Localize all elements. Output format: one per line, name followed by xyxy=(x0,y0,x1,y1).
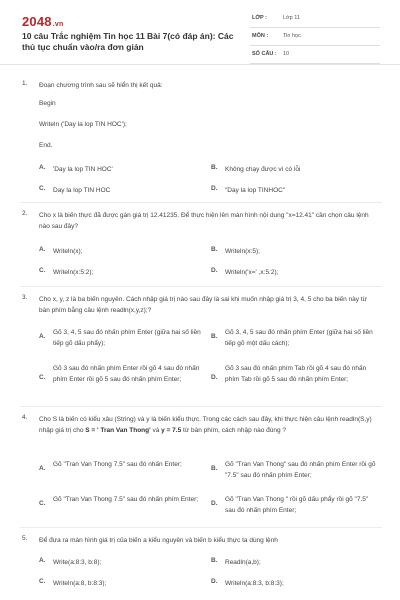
question-divider xyxy=(20,406,382,407)
question-number: 2. xyxy=(22,210,28,217)
option-text: Readln(a,b); xyxy=(225,559,261,566)
option-letter: B. xyxy=(211,333,218,340)
option-text: Gõ "Tran Van Thong 7.5" sau đó nhấn phím Enter; xyxy=(53,496,199,503)
meta-value: 10 xyxy=(283,51,290,57)
option-text: Gõ 3 sau đó nhấn phím Tab rồi gõ 4 sau đó nhấn phím Tab rồi gõ 5 sau đó nhấn phím Enter; xyxy=(225,365,367,383)
option-text: Writeln('x=' ,x:5:2); xyxy=(225,269,279,276)
option-text: Gõ 3, 4, 5 sau đó nhấn phím Enter (giữa hai số liền tiếp gõ dấu phẩy); xyxy=(53,329,201,347)
question-3 xyxy=(20,294,382,406)
option-text: Gõ "Tran Van Thong " rồi gõ dấu phẩy rồi gõ "7.5" sau đó nhấn phím Enter; xyxy=(225,496,369,514)
question-text-bold: S = ' Tran Van Thong' xyxy=(85,427,151,434)
logo-sub: .vn xyxy=(52,21,64,28)
code-line: End. xyxy=(39,142,53,149)
meta-row-class xyxy=(250,13,380,28)
option-letter: C. xyxy=(39,267,46,274)
option-text: Writeln(x); xyxy=(53,248,83,255)
option-letter: D. xyxy=(211,185,218,192)
option-text: 'Day la lop TIN HOC' xyxy=(53,166,113,173)
question-number: 1. xyxy=(22,80,28,87)
option-letter: A. xyxy=(39,557,46,564)
question-text-part: và xyxy=(150,427,162,434)
option-letter: C. xyxy=(39,500,46,507)
option-text: Writeln(a:8:3, b:8:3); xyxy=(225,580,284,587)
option-letter: B. xyxy=(211,557,218,564)
option-text: Write(a:8:3, b:8); xyxy=(53,559,102,566)
question-number: 3. xyxy=(22,294,28,301)
option-letter: A. xyxy=(39,164,46,171)
option-letter: D. xyxy=(211,374,218,381)
code-line: Writeln ('Day la lop TIN HOC'); xyxy=(39,121,127,128)
question-text: Cho x là biến thực đã được gán giá trị 12.41235. Để thực hiện lên màn hình nội dung "x=12.41" cần chọn câu lệnh nào sau đây? xyxy=(39,212,369,230)
site-logo[interactable] xyxy=(22,14,63,29)
option-letter: D. xyxy=(211,500,218,507)
option-text: Gõ 3, 4, 5 sau đó nhấn phím Enter (giữa hai số liền tiếp gõ một dấu cách); xyxy=(225,329,373,347)
meta-value: Tin học xyxy=(283,33,301,39)
option-letter: A. xyxy=(39,246,46,253)
question-number: 5. xyxy=(22,535,28,542)
question-text: Để đưa ra màn hình giá trị của biến a kiểu nguyên và biến b kiểu thực ta dùng lệnh xyxy=(39,537,278,544)
option-letter: B. xyxy=(211,164,218,171)
meta-value: Lớp 11 xyxy=(283,15,300,21)
option-letter: B. xyxy=(211,246,218,253)
option-text: Writeln(a:8, b:8:3); xyxy=(53,580,107,587)
option-text: Day la lop TIN HOC xyxy=(53,187,111,194)
question-text-part: từ bàn phím, cách nhập nào đúng ? xyxy=(181,427,287,434)
question-5 xyxy=(20,535,382,597)
option-letter: B. xyxy=(211,465,218,472)
option-text: "Day la lop TINHOC" xyxy=(225,187,286,194)
option-text: Gõ "Tran Van Thong" sau đó nhấn phím Enter rồi gõ "7.5" sau đó nhấn phím Enter; xyxy=(225,461,376,479)
question-2 xyxy=(20,210,382,290)
question-number: 4. xyxy=(22,414,28,421)
question-4 xyxy=(20,414,382,524)
meta-row-count xyxy=(250,49,380,64)
meta-row-subject xyxy=(250,31,380,46)
question-text: Cho x, y, z là ba biến nguyên. Cách nhập giá trị nào sau đây là sai khi muốn nhập giá trị 3, 4, 5 cho ba biến này từ bàn phím bằng câu lệnh readln(x,y,z);? xyxy=(39,296,367,314)
option-letter: C. xyxy=(39,374,46,381)
option-letter: D. xyxy=(211,578,218,585)
option-letter: C. xyxy=(39,185,46,192)
meta-label: MÔN : xyxy=(252,33,269,39)
option-letter: A. xyxy=(39,465,46,472)
question-divider xyxy=(20,286,382,287)
meta-label: SỐ CÂU : xyxy=(252,51,277,57)
question-1 xyxy=(20,80,382,210)
option-text: Writeln(x:5:2); xyxy=(53,269,94,276)
logo-main: 2048 xyxy=(22,14,52,29)
option-letter: C. xyxy=(39,578,46,585)
option-letter: A. xyxy=(39,333,46,340)
header-divider xyxy=(0,64,400,65)
option-text: Không chạy được vì có lỗi xyxy=(225,166,301,173)
question-divider xyxy=(20,527,382,528)
meta-label: LỚP : xyxy=(252,15,267,21)
question-divider xyxy=(20,202,382,203)
option-text: Writeln(x:5); xyxy=(225,248,260,255)
meta-info xyxy=(250,13,380,67)
document-title: 10 câu Trắc nghiệm Tin học 11 Bài 7(có đáp án): Các thủ tục chuẩn vào/ra đơn giản xyxy=(22,31,234,52)
question-text xyxy=(39,414,379,436)
option-text: Gõ "Tran Van Thong 7.5" sau đó nhấn Enter; xyxy=(53,461,182,468)
header xyxy=(0,0,400,64)
option-letter: D. xyxy=(211,267,218,274)
option-text: Gõ 3 sau đó nhấn phím Enter rồi gõ 4 sau đó nhấn phím Enter rồi gõ 5 sau đó nhấn phím Enter; xyxy=(53,365,200,383)
code-line: Begin xyxy=(39,100,56,107)
question-text-part: Cho S là biến có kiểu xâu (String) và y là biến kiểu thực. Trong các cách sau đây, khi thực hiện câu lệnh readln(S,y) nhập giá trị cho xyxy=(39,416,372,434)
question-text: Đoạn chương trình sau sẽ hiển thị kết quả: xyxy=(39,82,163,89)
question-text-bold: y = 7.5 xyxy=(161,427,182,434)
